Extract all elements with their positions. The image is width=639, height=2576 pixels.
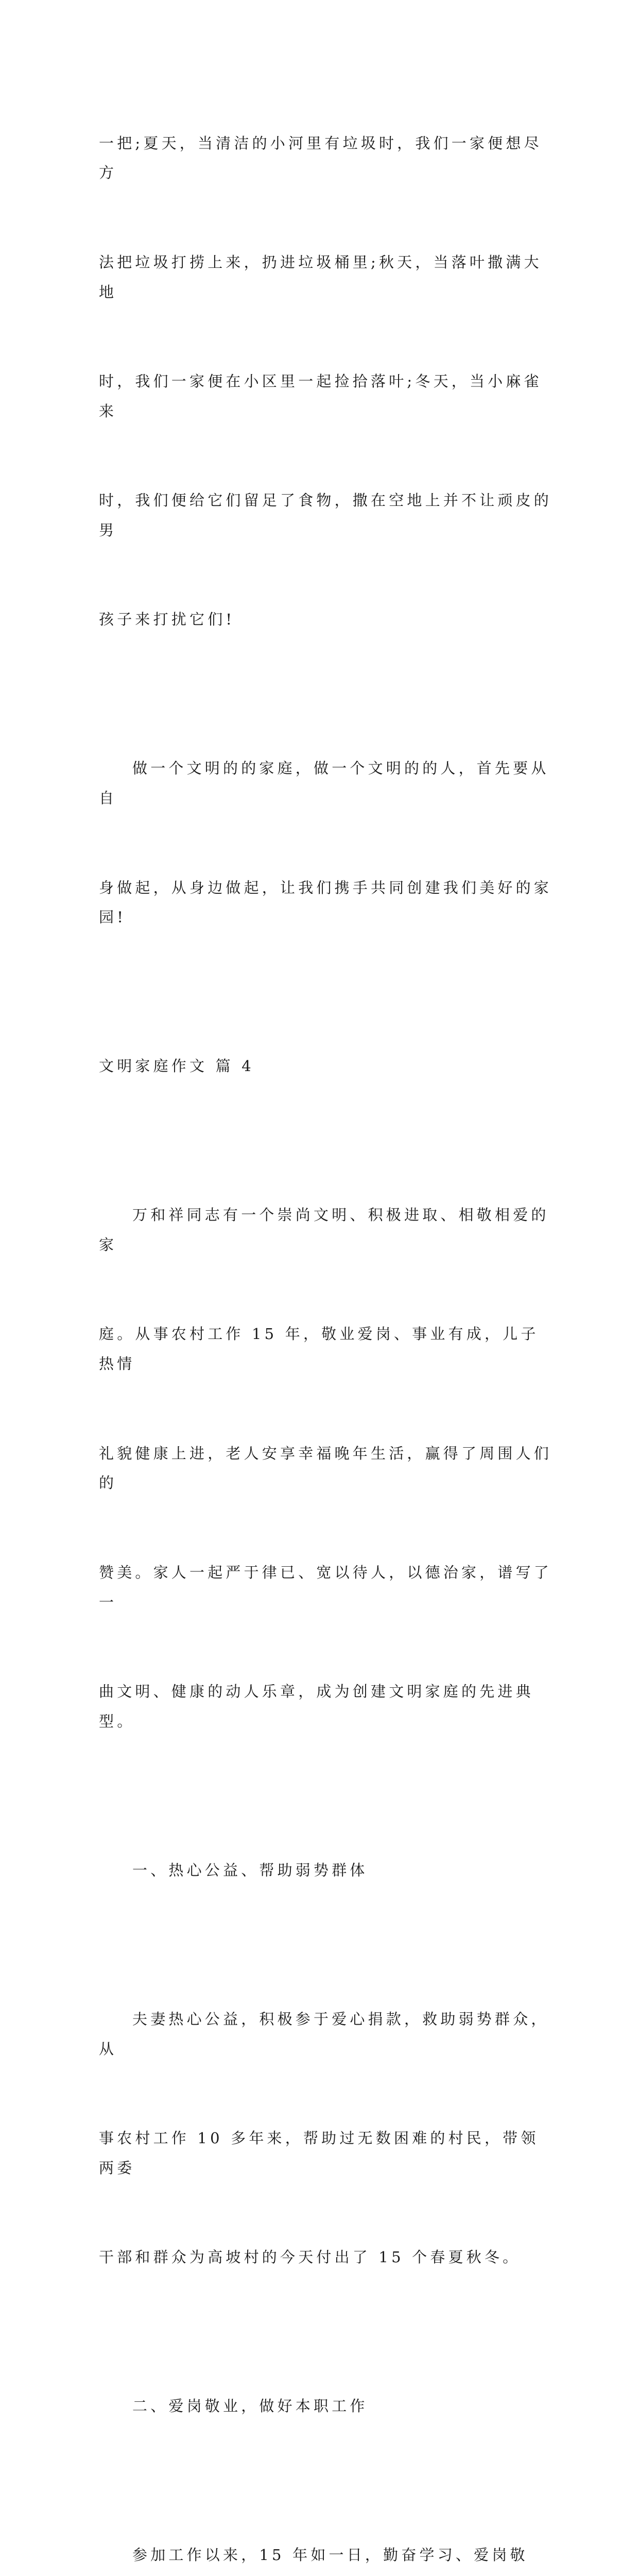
paragraph-2 [99,694,552,992]
paragraph-5 [99,2481,552,2576]
text-line: 时，我们便给它们留足了食物，撒在空地上并不让顽皮的男 [99,492,552,539]
subheading-2 [99,2332,552,2481]
paragraph-4 [99,1945,552,2332]
text-line: 万和祥同志有一个崇尚文明、积极进取、相敬相爱的家 [99,1206,549,1254]
text-line: 礼貌健康上进，老人安享幸福晚年生活，赢得了周围人们的 [99,1444,552,1492]
subheading-1 [99,1796,552,1945]
text-line: 干部和群众为高坡村的今天付出了 15 个春夏秋冬。 [99,2248,521,2266]
text-line: 参加工作以来，15 年如一日，勤奋学习、爱岗敬 [132,2546,528,2564]
paragraph-1 [99,69,552,694]
text-line: 事农村工作 10 多年来，帮助过无数困难的村民，带领两委 [99,2129,539,2177]
subheading-line: 一、热心公益、帮助弱势群体 [132,1861,368,1879]
text-line: 身做起，从身边做起，让我们携手共同创建我们美好的家园! [99,878,552,926]
text-line: 夫妻热心公益，积极参于爱心捐款，救助弱势群众，从 [99,2010,549,2058]
text-line: 曲文明、健康的动人乐章，成为创建文明家庭的先进典型。 [99,1683,534,1730]
section-heading [99,992,552,1141]
text-line: 时，我们一家便在小区里一起捡拾落叶;冬天，当小麻雀来 [99,372,542,420]
text-line: 赞美。家人一起严于律已、宽以待人，以德治家，谱写了一 [99,1563,552,1611]
text-line: 庭。从事农村工作 15 年，敬业爱岗、事业有成，儿子热情 [99,1325,539,1373]
text-line: 孩子来打扰它们! [99,611,235,629]
paragraph-3 [99,1141,552,1797]
text-line: 做一个文明的的家庭，做一个文明的的人，首先要从自 [99,759,549,807]
text-line: 法把垃圾打捞上来，扔进垃圾桶里;秋天，当落叶撒满大地 [99,253,542,301]
text-line: 一把;夏天，当清洁的小河里有垃圾时，我们一家便想尽方 [99,134,542,182]
document-page [99,69,552,2576]
subheading-line: 二、爱岗敬业，做好本职工作 [132,2397,368,2415]
heading-line: 文明家庭作文 篇 4 [99,1057,254,1075]
